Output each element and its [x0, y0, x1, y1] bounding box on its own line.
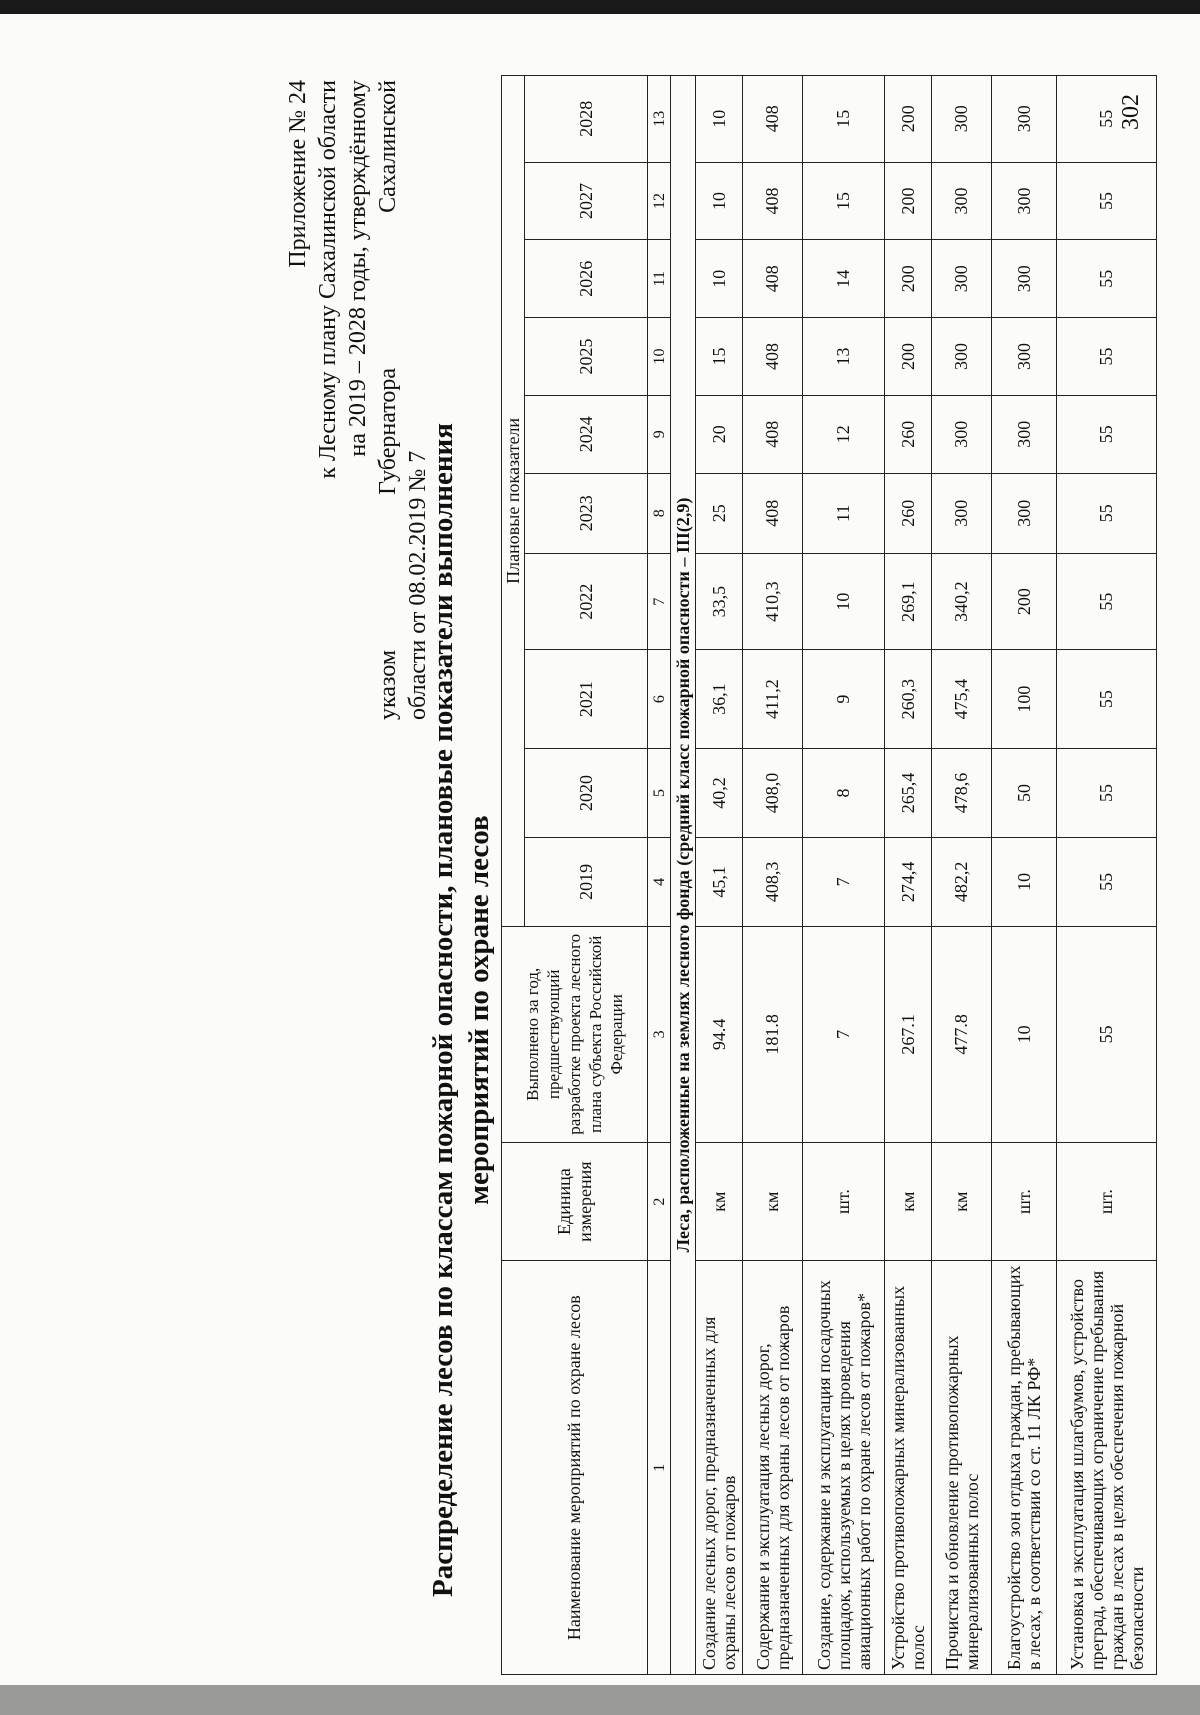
table-row [696, 76, 743, 1675]
column-number: 9 [648, 395, 671, 473]
planned-value: 40,2 [696, 748, 743, 837]
done-value: 7 [803, 926, 885, 1142]
planned-value: 200 [885, 76, 932, 163]
planned-value: 300 [932, 76, 992, 163]
header-name: Наименование мероприятий по охране лесов [502, 1261, 648, 1675]
header-year-2021: 2021 [525, 650, 648, 749]
column-number: 12 [648, 162, 671, 240]
planned-value: 300 [932, 240, 992, 318]
unit-cell: км [743, 1142, 803, 1261]
planned-value: 300 [932, 473, 992, 553]
planned-value: 55 [1057, 553, 1157, 649]
appendix-header [283, 80, 433, 720]
planned-value: 300 [992, 318, 1057, 396]
planned-value: 36,1 [696, 650, 743, 749]
column-number: 5 [648, 748, 671, 837]
planned-value: 300 [932, 318, 992, 396]
planned-value: 7 [803, 837, 885, 926]
planned-value: 408 [743, 318, 803, 396]
table-row [1057, 76, 1157, 1675]
table-body [502, 76, 1157, 1675]
activity-name: Создание лесных дорог, предназначенных для охраны лесов от пожаров [696, 1261, 743, 1675]
header-year-2022: 2022 [525, 553, 648, 649]
planned-value: 200 [992, 553, 1057, 649]
header-year-2019: 2019 [525, 837, 648, 926]
planned-value: 13 [803, 318, 885, 396]
header-planned: Плановые показатели [502, 76, 525, 927]
planned-value: 300 [932, 395, 992, 473]
planned-value: 408,0 [743, 748, 803, 837]
fire-protection-table [501, 75, 1157, 1675]
planned-value: 14 [803, 240, 885, 318]
planned-value: 45,1 [696, 837, 743, 926]
table-row [992, 76, 1057, 1675]
header-year-2027: 2027 [525, 162, 648, 240]
appendix-line-5: области от 08.02.2019 № 7 [405, 450, 431, 720]
unit-cell: км [696, 1142, 743, 1261]
planned-value: 15 [803, 76, 885, 163]
planned-value: 55 [1057, 650, 1157, 749]
header-year-2025: 2025 [525, 318, 648, 396]
planned-value: 260 [885, 395, 932, 473]
activity-name: Устройство противопожарных минерализованных полос [885, 1261, 932, 1675]
document-title: Распределение лесов по классам пожарной опасности, плановые показатели выполнения мероприятий по охране лесов [427, 423, 495, 1597]
planned-value: 9 [803, 650, 885, 749]
planned-value: 408 [743, 240, 803, 318]
section-label: Леса, расположенные на землях лесного фонда (средний класс пожарной опасности – III(2,9) [671, 76, 696, 1675]
planned-value: 11 [803, 473, 885, 553]
planned-value: 10 [696, 76, 743, 163]
planned-value: 300 [992, 162, 1057, 240]
planned-value: 408 [743, 473, 803, 553]
planned-value: 478,6 [932, 748, 992, 837]
planned-value: 20 [696, 395, 743, 473]
planned-value: 300 [992, 473, 1057, 553]
planned-value: 8 [803, 748, 885, 837]
planned-value: 25 [696, 473, 743, 553]
planned-value: 475,4 [932, 650, 992, 749]
unit-cell: км [885, 1142, 932, 1261]
scan-top-edge [0, 0, 1200, 14]
planned-value: 55 [1057, 748, 1157, 837]
unit-cell: шт. [1057, 1142, 1157, 1261]
table-row [885, 76, 932, 1675]
planned-value: 200 [885, 240, 932, 318]
planned-value: 408,3 [743, 837, 803, 926]
header-year-2024: 2024 [525, 395, 648, 473]
column-number: 3 [648, 926, 671, 1142]
planned-value: 482,2 [932, 837, 992, 926]
planned-value: 10 [696, 240, 743, 318]
appendix-line-4a: указом [375, 649, 401, 720]
planned-value: 15 [803, 162, 885, 240]
planned-value: 55 [1057, 240, 1157, 318]
header-year-2023: 2023 [525, 473, 648, 553]
column-number: 4 [648, 837, 671, 926]
planned-value: 55 [1057, 473, 1157, 553]
appendix-line-2: к Лесному плану Сахалинской области [315, 80, 341, 479]
planned-value: 55 [1057, 395, 1157, 473]
planned-value: 10 [696, 162, 743, 240]
section-row [671, 76, 696, 1675]
planned-value: 55 [1057, 318, 1157, 396]
table-row [932, 76, 992, 1675]
activity-name: Создание, содержание и эксплуатация посадочных площадок, используемых в целях проведения авиационных работ по охране лесов от пожаров* [803, 1261, 885, 1675]
done-value: 267.1 [885, 926, 932, 1142]
planned-value: 260 [885, 473, 932, 553]
done-value: 181.8 [743, 926, 803, 1142]
page-number: 302 [1118, 94, 1144, 130]
planned-value: 200 [885, 162, 932, 240]
planned-value: 300 [932, 162, 992, 240]
planned-value: 200 [885, 318, 932, 396]
column-number: 6 [648, 650, 671, 749]
appendix-line-4c: Сахалинской [375, 80, 401, 213]
planned-value: 408 [743, 76, 803, 163]
planned-value: 300 [992, 395, 1057, 473]
column-number: 7 [648, 553, 671, 649]
planned-value: 15 [696, 318, 743, 396]
activity-name: Прочистка и обновление противопожарных минерализованных полос [932, 1261, 992, 1675]
column-numbers-row [648, 76, 671, 1675]
activity-name: Содержание и эксплуатация лесных дорог, предназначенных для охраны лесов от пожаров [743, 1261, 803, 1675]
header-year-2026: 2026 [525, 240, 648, 318]
planned-value: 269,1 [885, 553, 932, 649]
column-number: 11 [648, 240, 671, 318]
header-done: Выполнено за год, предшествующий разработке проекта лесного плана субъекта Российской Федерации [502, 926, 648, 1142]
planned-value: 10 [992, 837, 1057, 926]
header-row-1 [502, 76, 525, 1675]
column-number: 2 [648, 1142, 671, 1261]
appendix-line-3: на 2019 – 2028 годы, утверждённому [345, 80, 371, 457]
appendix-line-4 [373, 80, 403, 720]
column-number: 8 [648, 473, 671, 553]
planned-value: 274,4 [885, 837, 932, 926]
column-number: 13 [648, 76, 671, 163]
planned-value: 340,2 [932, 553, 992, 649]
planned-value: 50 [992, 748, 1057, 837]
column-number: 10 [648, 318, 671, 396]
planned-value: 260,3 [885, 650, 932, 749]
activity-name: Установка и эксплуатация шлагбаумов, устройство преград, обеспечивающих ограничение пребывания граждан в лесах в целях обеспечения пожарной безопасности [1057, 1261, 1157, 1675]
planned-value: 12 [803, 395, 885, 473]
unit-cell: шт. [992, 1142, 1057, 1261]
planned-value: 408 [743, 162, 803, 240]
activity-name: Благоустройство зон отдыха граждан, пребывающих в лесах, в соответствии со ст. 11 ЛК РФ* [992, 1261, 1057, 1675]
scan-bottom-edge [0, 1685, 1200, 1715]
planned-value: 265,4 [885, 748, 932, 837]
planned-value: 408 [743, 395, 803, 473]
unit-cell: шт. [803, 1142, 885, 1261]
planned-value: 411,2 [743, 650, 803, 749]
header-unit: Единица измерения [502, 1142, 648, 1261]
planned-value: 300 [992, 76, 1057, 163]
done-value: 55 [1057, 926, 1157, 1142]
table-row [743, 76, 803, 1675]
unit-cell: км [932, 1142, 992, 1261]
table-row [803, 76, 885, 1675]
planned-value: 300 [992, 240, 1057, 318]
done-value: 94.4 [696, 926, 743, 1142]
planned-value: 55 [1057, 162, 1157, 240]
planned-value: 55 [1057, 76, 1157, 163]
planned-value: 410,3 [743, 553, 803, 649]
header-year-2020: 2020 [525, 748, 648, 837]
done-value: 10 [992, 926, 1057, 1142]
appendix-line-4b: Губернатора [375, 367, 401, 495]
header-year-2028: 2028 [525, 76, 648, 163]
appendix-line-1: Приложение № 24 [285, 80, 311, 268]
planned-value: 33,5 [696, 553, 743, 649]
column-number: 1 [648, 1261, 671, 1675]
planned-value: 10 [803, 553, 885, 649]
planned-value: 100 [992, 650, 1057, 749]
done-value: 477.8 [932, 926, 992, 1142]
planned-value: 55 [1057, 837, 1157, 926]
